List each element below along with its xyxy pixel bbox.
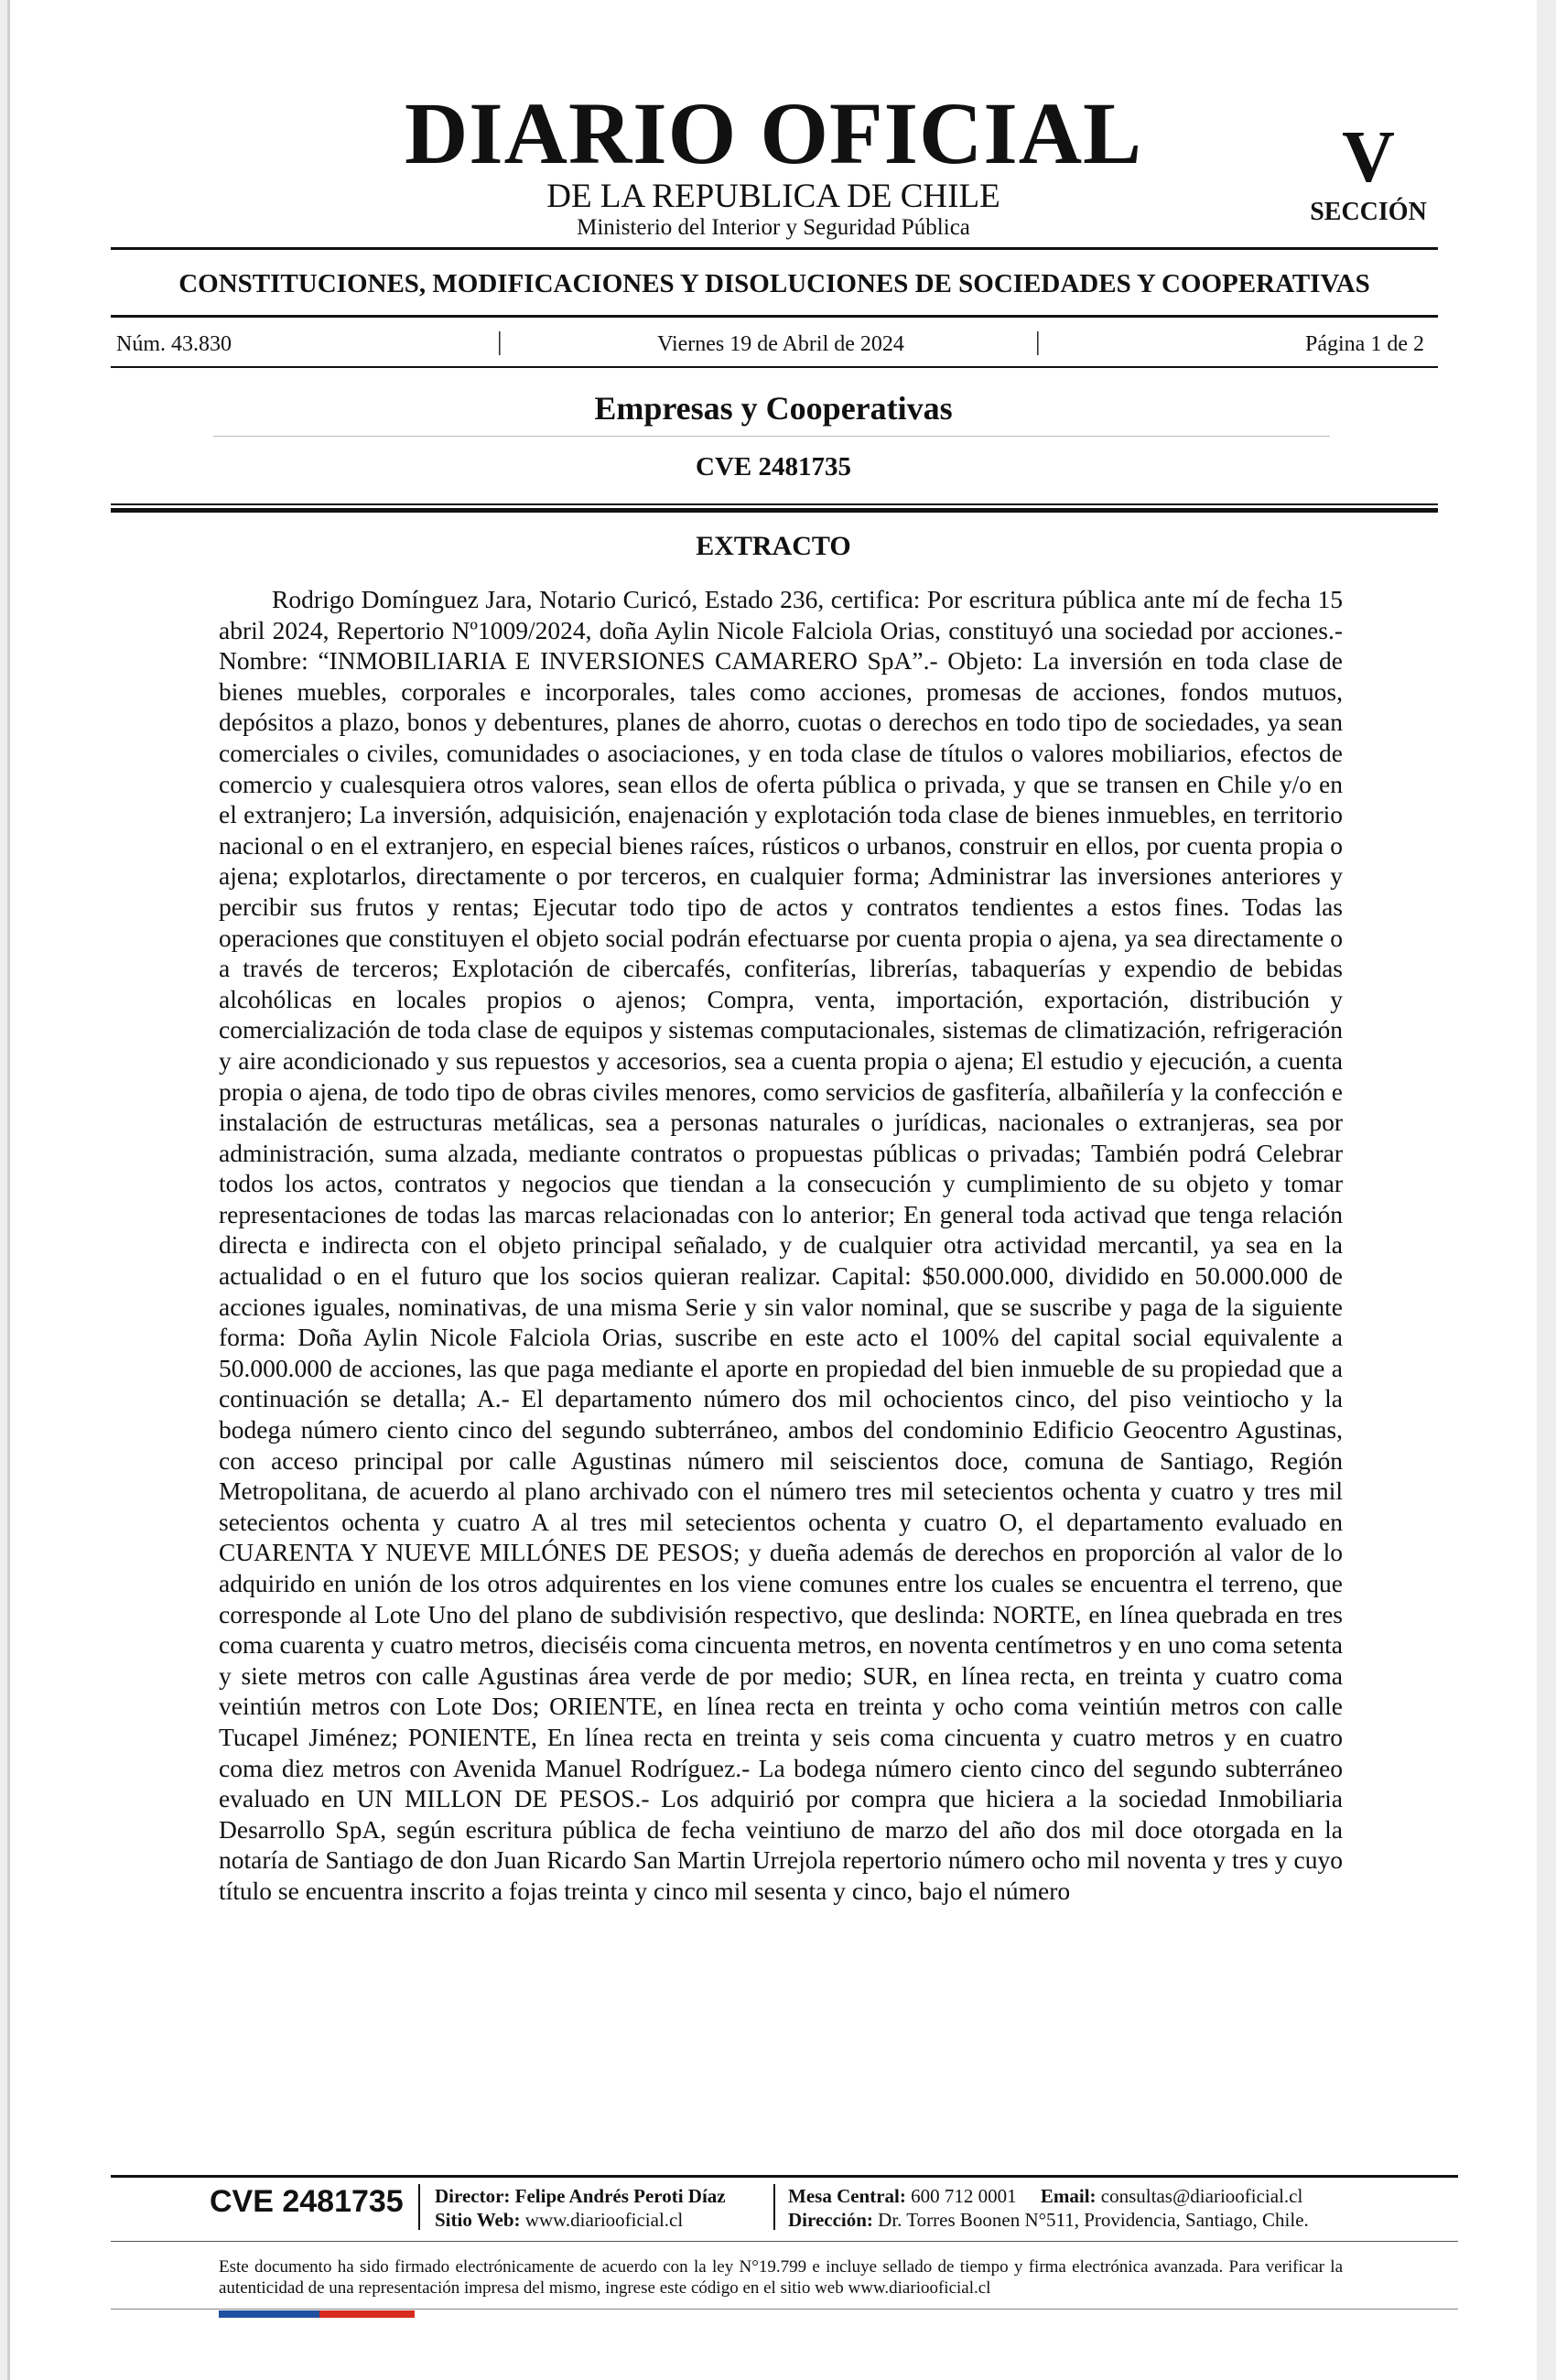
mesa-label: Mesa Central:	[788, 2185, 906, 2207]
address-label: Dirección:	[788, 2209, 873, 2231]
heading-underline	[213, 436, 1330, 437]
cve-code: CVE 2481735	[696, 452, 851, 481]
footer-website	[435, 2208, 764, 2232]
address-value: Dr. Torres Boonen N°511, Providencia, Santiago, Chile.	[878, 2209, 1309, 2231]
footer-director-block	[435, 2184, 764, 2232]
header-rule-mid	[111, 315, 1438, 318]
director-label: Director:	[435, 2185, 511, 2207]
legal-notice: Este documento ha sido firmado electrónicamente de acuerdo con la ley N°19.799 e incluye sellado de tiempo y firma electrónica avanzada. Para verificar la autenticidad de una representación impresa del mismo, ingrese este código en el sitio web www.diariooficial.cl	[219, 2257, 1343, 2298]
issue-number: Núm. 43.830	[116, 332, 232, 356]
director-name: Felipe Andrés Peroti Díaz	[514, 2185, 726, 2207]
document-page	[7, 0, 1537, 2380]
extract-body: Rodrigo Domínguez Jara, Notario Curicó, Estado 236, certifica: Por escritura pública ante mí de fecha 15 abril 2024, Repertorio Nº1009/2024, doña Aylin Nicole Falciola Orias, constituyó una sociedad por acciones.- Nombre: “INMOBILIARIA E INVERSIONES CAMARERO SpA”.- Objeto: La inversión en toda clase de bienes muebles, corporales e incorporales, tales como acciones, promesas de acciones, fondos mutuos, depósitos a plazo, bonos y debentures, planes de ahorro, cuotas o derechos en todo tipo de sociedades, ya sean comerciales o civiles, comunidades o asociaciones, y en toda clase de títulos o valores mobiliarios, efectos de comercio y cualesquiera otros valores, sean ellos de oferta pública o privada, y que se transen en Chile y/o en el extranjero; La inversión, adquisición, enajenación y explotación toda clase de bienes inmuebles, en territorio nacional o en el extranjero, en especial bienes raíces, rústicos o urbanos, construir en ellos, por cuenta propia o ajena; explotarlos, directamente o por terceros, en cualquier forma; Administrar las inversiones anteriores y percibir sus frutos y rentas; Ejecutar todo tipo de actos y contratos tendientes a estos fines. Todas las operaciones que constituyen el objeto social podrán efectuarse por cuenta propia o ajena, ya sea directamente o a través de terceros; Explotación de cibercafés, confiterías, librerías, tabaquerías y expendio de bebidas alcohólicas en locales propios o ajenos; Compra, venta, importación, exportación, distribución y comercialización de toda clase de equipos y sistemas computacionales, sistemas de climatización, refrigeración y aire acondicionado y sus repuestos y accesorios, sea a cuenta propia o ajena; El estudio y ejecución, a cuenta propia o ajena, de todo tipo de obras civiles menores, como servicios de gasfitería, albañilería y la confección e instalación de estructuras metálicas, sea a personas naturales o jurídicas, nacionales o extranjeras, sea por administración, suma alzada, mediante contratos o propuestas públicas o privadas; También podrá Celebrar todos los actos, contratos y negocios que tiendan a la consecución y cumplimiento de su objeto y tomar representaciones de todas las marcas relacionadas con lo anterior; En general toda activad que tenga relación directa e indirecta con el objeto principal señalado, y de cualquier otra actividad mercantil, ya sea en la actualidad o en el futuro que los socios quieran realizar. Capital: $50.000.000, dividido en 50.000.000 de acciones iguales, nominativas, de una misma Serie y sin valor nominal, que se suscribe y paga de la siguiente forma: Doña Aylin Nicole Falciola Orias, suscribe en este acto el 100% del capital social equivalente a 50.000.000 de acciones, las que paga mediante el aporte en propiedad del bien inmueble de su propiedad que a continuación se detalla; A.- El departamento número dos mil ochocientos cinco, del piso veintiocho y la bodega número ciento cinco del segundo subterráneo, ambos del condominio Edificio Geocentro Agustinas, con acceso principal por calle Agustinas número mil seiscientos doce, comuna de Santiago, Región Metropolitana, de acuerdo al plano archivado con el número tres mil setecientos ochenta y cuatro y tres mil setecientos ochenta y cuatro A al tres mil setecientos ochenta y cuatro O, el departamento evaluado en CUARENTA Y NUEVE MILLÓNES DE PESOS; y dueña además de derechos en proporción al valor de lo adquirido en unión de los otros adquirentes en los viene comunes entre los cuales se encuentra el terreno, que corresponde al Lote Uno del plano de subdivisión respectivo, que deslinda: NORTE, en línea quebrada en tres coma cuarenta y cuatro metros, dieciséis coma cincuenta metros, en noventa centímetros y en uno coma setenta y siete metros con calle Agustinas área verde de por medio; SUR, en línea recta, en treinta y cuatro coma veintiún metros con Lote Dos; ORIENTE, en línea recta en treinta y ocho coma veintiún metros con calle Tucapel Jiménez; PONIENTE, En línea recta en treinta y seis coma cincuenta y cuatro metros y en cuatro coma diez metros con Avenida Manuel Rodríguez.- La bodega número ciento cinco del segundo subterráneo evaluado en UN MILLON DE PESOS.- Los adquirió por compra que hiciera a la sociedad Inmobiliaria Desarrollo SpA, según escritura pública de fecha veintiuno de marzo del año dos mil doce otorgada en la notaría de Santiago de don Juan Ricardo San Martin Urrejola repertorio número ocho mil noventa y tres y cuyo título se encuentra inscrito a fojas treinta y cinco mil sesenta y cinco, bajo el número	[219, 585, 1343, 1905]
footer-address	[788, 2208, 1447, 2232]
footer-phone-email	[788, 2184, 1447, 2208]
header-rule-top	[111, 247, 1438, 250]
email-link[interactable]: consultas@diariooficial.cl	[1100, 2185, 1303, 2207]
newspaper-title: DIARIO OFICIAL	[404, 84, 1143, 182]
web-link[interactable]: www.diariooficial.cl	[524, 2209, 684, 2231]
flag-stripe-red	[319, 2310, 415, 2318]
footer-director	[435, 2184, 764, 2208]
web-label: Sitio Web:	[435, 2209, 521, 2231]
footer-rule-top	[111, 2175, 1458, 2178]
section-number: V	[1342, 117, 1395, 198]
meta-separator-left: |	[497, 328, 502, 356]
category-title: CONSTITUCIONES, MODIFICACIONES Y DISOLUCIONES DE SOCIEDADES Y COOPERATIVAS	[178, 269, 1370, 298]
mesa-value: 600 712 0001	[911, 2185, 1017, 2207]
title-double-rule-top	[111, 503, 1438, 505]
document-title: EXTRACTO	[696, 531, 851, 561]
issue-date: Viernes 19 de Abril de 2024	[657, 332, 904, 356]
footer-contact-block	[788, 2184, 1447, 2232]
footer-cve: CVE 2481735	[210, 2184, 404, 2219]
footer-divider-left	[418, 2184, 420, 2230]
email-label: Email:	[1040, 2185, 1097, 2207]
meta-separator-right: |	[1035, 328, 1041, 356]
section-heading: Empresas y Cooperativas	[594, 390, 953, 427]
newspaper-subtitle: DE LA REPUBLICA DE CHILE	[546, 178, 1000, 215]
flag-stripe-blue	[219, 2310, 319, 2318]
footer-rule-bottom	[111, 2241, 1458, 2242]
page-indicator: Página 1 de 2	[1305, 332, 1424, 356]
title-double-rule-bottom	[111, 508, 1438, 513]
footer-rule-legal	[111, 2309, 1458, 2310]
ministry-line: Ministerio del Interior y Seguridad Pública	[577, 215, 970, 240]
footer-divider-right	[773, 2184, 775, 2230]
section-label: SECCIÓN	[1310, 198, 1427, 226]
meta-rule	[111, 366, 1438, 368]
